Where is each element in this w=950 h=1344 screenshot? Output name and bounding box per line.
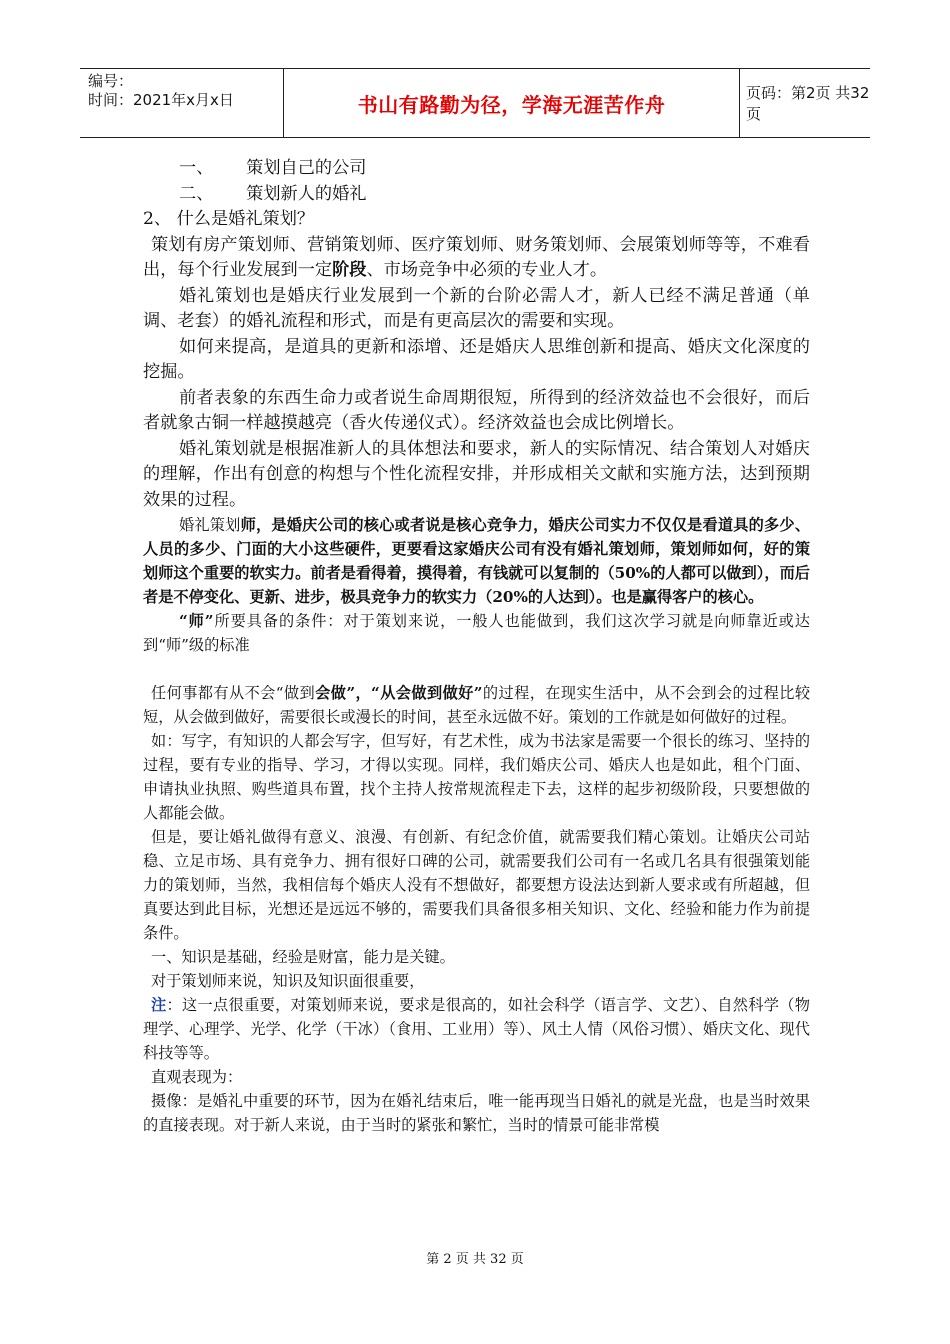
paragraph-8: 任何事都有从不会“做到会做”，“从会做到做好”的过程，在现实生活中，从不会到会的过程比较短，从会做到做好，需要很长或漫长的时间，甚至永远做不好。策划的工作就是如何做好的过程。 xyxy=(143,684,811,726)
page-header xyxy=(80,68,870,138)
page-footer: 第 2 页 共 32 页 xyxy=(426,1252,524,1267)
paragraph-15: 摄像：是婚礼中重要的环节，因为在婚礼结束后，唯一能再现当日婚礼的就是光盘，也是当时效果的直接表现。对于新人来说，由于当时的紧张和繁忙，当时的情景可能非常模 xyxy=(143,1092,810,1134)
document-body xyxy=(143,156,810,1137)
header-motto: 书山有路勤为径，学海无涯苦作舟 xyxy=(283,69,740,137)
spacer xyxy=(143,657,810,681)
paragraph-11: 一、知识是基础，经验是财富，能力是关键。 xyxy=(151,948,455,966)
paragraph-9: 如：写字，有知识的人都会写字，但写好，有艺术性，成为书法家是需要一个很长的练习、坚持的过程，要有专业的指导、学习，才得以实现。同样，我们婚庆公司、婚庆人也是如此，租个门面、申请执业执照、购些道具布置，找个主持人按常规流程走下去，这样的起步初级阶段，只要想做的人都能会做。 xyxy=(143,732,810,822)
paragraph-6: 婚礼策划师，是婚庆公司的核心或者说是核心竞争力，婚庆公司实力不仅仅是看道具的多少、人员的多少、门面的大小这些硬件，更要看这家婚庆公司有没有婚礼策划师，策划师如何，好的策划师这个重要的软实力。前者是看得着，摸得着，有钱就可以复制的（50%的人都可以做到），而后者是不停变化、更新、进步，极具竞争力的软实力（20%的人达到）。也是赢得客户的核心。 xyxy=(143,516,811,606)
header-info xyxy=(80,69,283,140)
paragraph-5: 婚礼策划就是根据准新人的具体想法和要求，新人的实际情况、结合策划人对婚庆的理解，作出有创意的构想与个性化流程安排，并形成相关文献和实施方法，达到预期效果的过程。 xyxy=(143,438,810,510)
outline-item-2: 二、 策划新人的婚礼 xyxy=(179,183,367,204)
paragraph-3: 如何来提高，是道具的更新和添增、还是婚庆人思维创新和提高、婚庆文化深度的挖掘。 xyxy=(143,336,810,382)
paragraph-10: 但是，要让婚礼做得有意义、浪漫、有创新、有纪念价值，就需要我们精心策划。让婚庆公司站稳、立足市场、具有竞争力、拥有很好口碑的公司，就需要我们公司有一名或几名具有很强策划能力的策划师，当然，我相信每个婚庆人没有不想做好，都要想方设法达到新人要求或有所超越，但真要达到此目标，光想还是远远不够的，需要我们具备很多相关知识、文化、经验和能力作为前提条件。 xyxy=(143,828,810,942)
outline-item-1: 一、 策划自己的公司 xyxy=(179,158,367,178)
paragraph-2: 婚礼策划也是婚庆行业发展到一个新的台阶必需人才，新人已经不满足普通（单调、老套）的婚礼流程和形式，而是有更高层次的需要和实现。 xyxy=(143,285,810,331)
paragraph-1: 策划有房产策划师、营销策划师、医疗策划师、财务策划师、会展策划师等等，不难看出，每个行业发展到一定阶段、市场竞争中必须的专业人才。 xyxy=(143,234,810,280)
paragraph-7: “师”所要具备的条件：对于策划来说，一般人也能做到，我们这次学习就是向师靠近或达到“师”级的标准 xyxy=(143,612,810,654)
header-page-number: 页码：第2页 共32页 xyxy=(746,84,870,123)
paragraph-4: 前者表象的东西生命力或者说生命周期很短，所得到的经济效益也不会很好，而后者就象古铜一样越摸越亮（香火传递仪式）。经济效益也会成比例增长。 xyxy=(143,387,810,433)
paragraph-13: 注：这一点很重要，对策划师来说，要求是很高的，如社会科学（语言学、文艺）、自然科学（物理学、心理学、光学、化学（干冰）（食用、工业用）等）、风土人情（风俗习惯）、婚庆文化、现代科技等等。 xyxy=(143,996,810,1062)
doc-number-label: 编号： xyxy=(88,72,134,90)
paragraph-12: 对于策划师来说，知识及知识面很重要， xyxy=(151,972,425,990)
paragraph-14: 直观表现为： xyxy=(151,1068,243,1086)
date-label: 时间：2021年x月x日 xyxy=(88,91,234,109)
section-heading: 2、 什么是婚礼策划？ xyxy=(143,209,315,229)
